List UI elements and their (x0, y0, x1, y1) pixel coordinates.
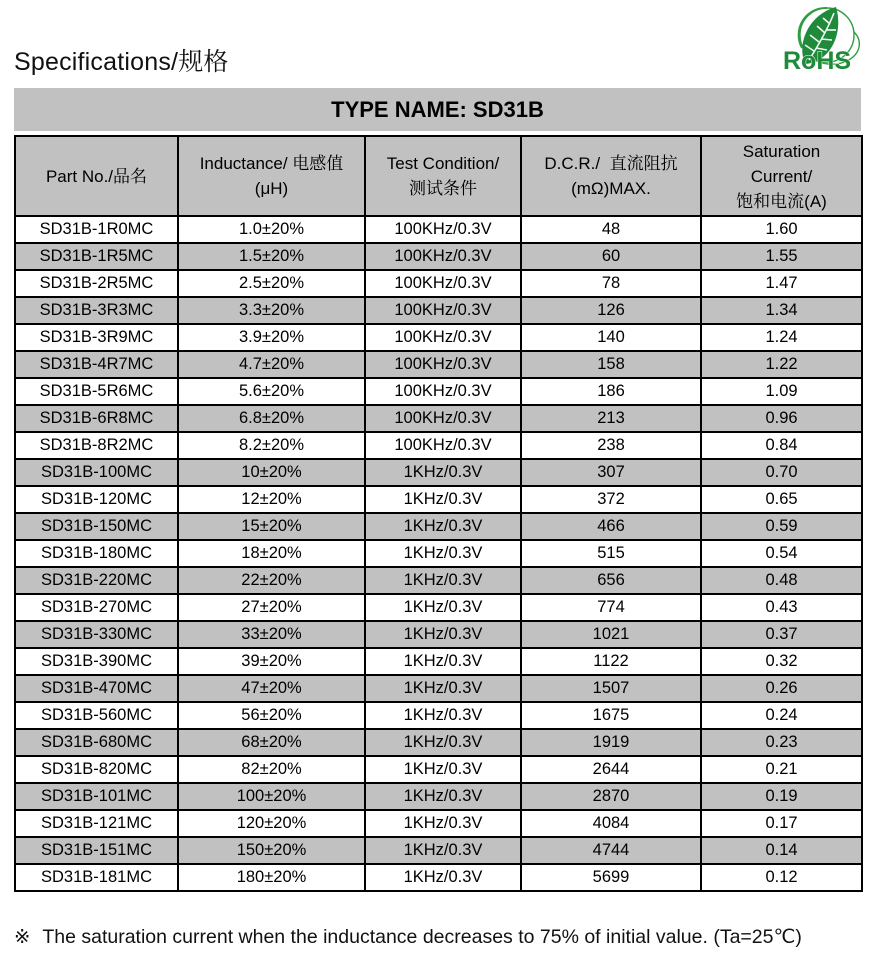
table-cell: 213 (521, 405, 701, 432)
table-cell: SD31B-3R9MC (15, 324, 178, 351)
table-cell: 1.47 (701, 270, 862, 297)
table-cell: SD31B-181MC (15, 864, 178, 891)
table-cell: 0.32 (701, 648, 862, 675)
table-cell: SD31B-121MC (15, 810, 178, 837)
table-cell: 1021 (521, 621, 701, 648)
table-cell: SD31B-820MC (15, 756, 178, 783)
footnote-mark: ※ (14, 926, 31, 948)
table-cell: 180±20% (178, 864, 365, 891)
table-cell: 68±20% (178, 729, 365, 756)
table-cell: 1919 (521, 729, 701, 756)
table-cell: 0.96 (701, 405, 862, 432)
table-row (15, 378, 862, 405)
table-row (15, 810, 862, 837)
table-cell: 1KHz/0.3V (365, 783, 521, 810)
table-cell: 0.21 (701, 756, 862, 783)
table-cell: 100±20% (178, 783, 365, 810)
spec-table (14, 135, 863, 892)
col-header-test-condition: Test Condition/ 测试条件 (365, 136, 521, 216)
table-row (15, 351, 862, 378)
table-cell: SD31B-1R5MC (15, 243, 178, 270)
type-name-banner: TYPE NAME: SD31B (14, 88, 861, 131)
table-cell: 774 (521, 594, 701, 621)
table-cell: 78 (521, 270, 701, 297)
table-cell: 5699 (521, 864, 701, 891)
table-cell: 1KHz/0.3V (365, 540, 521, 567)
table-cell: SD31B-101MC (15, 783, 178, 810)
table-cell: 307 (521, 459, 701, 486)
table-cell: 1.22 (701, 351, 862, 378)
table-cell: 2644 (521, 756, 701, 783)
rohs-label: RoHS (783, 47, 852, 74)
table-cell: SD31B-560MC (15, 702, 178, 729)
table-cell: 1.0±20% (178, 216, 365, 243)
table-cell: 1KHz/0.3V (365, 621, 521, 648)
table-cell: SD31B-150MC (15, 513, 178, 540)
table-cell: SD31B-151MC (15, 837, 178, 864)
table-cell: 150±20% (178, 837, 365, 864)
table-cell: 22±20% (178, 567, 365, 594)
table-cell: 1KHz/0.3V (365, 459, 521, 486)
table-row (15, 405, 862, 432)
table-cell: SD31B-4R7MC (15, 351, 178, 378)
table-cell: 1.24 (701, 324, 862, 351)
table-row (15, 648, 862, 675)
table-cell: 1KHz/0.3V (365, 837, 521, 864)
table-cell: 0.19 (701, 783, 862, 810)
table-cell: 1675 (521, 702, 701, 729)
table-cell: 1122 (521, 648, 701, 675)
table-cell: 1KHz/0.3V (365, 513, 521, 540)
table-row (15, 513, 862, 540)
table-row (15, 216, 862, 243)
table-cell: 1507 (521, 675, 701, 702)
table-cell: 100KHz/0.3V (365, 378, 521, 405)
table-cell: SD31B-180MC (15, 540, 178, 567)
table-cell: SD31B-330MC (15, 621, 178, 648)
table-cell: 33±20% (178, 621, 365, 648)
table-cell: SD31B-6R8MC (15, 405, 178, 432)
table-cell: 120±20% (178, 810, 365, 837)
table-cell: 3.9±20% (178, 324, 365, 351)
table-cell: 0.12 (701, 864, 862, 891)
table-cell: 238 (521, 432, 701, 459)
table-row (15, 567, 862, 594)
col-header-saturation-current: Saturation Current/ 饱和电流(A) (701, 136, 862, 216)
table-cell: 1.55 (701, 243, 862, 270)
table-cell: 2870 (521, 783, 701, 810)
table-cell: 0.84 (701, 432, 862, 459)
table-row (15, 621, 862, 648)
table-cell: SD31B-390MC (15, 648, 178, 675)
table-cell: 656 (521, 567, 701, 594)
table-cell: 1KHz/0.3V (365, 648, 521, 675)
table-cell: SD31B-680MC (15, 729, 178, 756)
table-cell: 0.14 (701, 837, 862, 864)
table-cell: 1.60 (701, 216, 862, 243)
table-row (15, 243, 862, 270)
col-header-dcr: D.C.R./ 直流阻抗 (mΩ)MAX. (521, 136, 701, 216)
table-row (15, 432, 862, 459)
table-cell: 0.37 (701, 621, 862, 648)
table-cell: 100KHz/0.3V (365, 216, 521, 243)
table-cell: 100KHz/0.3V (365, 432, 521, 459)
table-cell: 15±20% (178, 513, 365, 540)
table-cell: 10±20% (178, 459, 365, 486)
table-cell: 100KHz/0.3V (365, 324, 521, 351)
page-title: Specifications/规格 (14, 48, 229, 76)
table-cell: 48 (521, 216, 701, 243)
table-row (15, 486, 862, 513)
table-cell: 100KHz/0.3V (365, 270, 521, 297)
table-cell: 47±20% (178, 675, 365, 702)
table-cell: 100KHz/0.3V (365, 405, 521, 432)
table-row (15, 675, 862, 702)
table-cell: SD31B-1R0MC (15, 216, 178, 243)
saturation-footnote (14, 925, 802, 949)
footnote-text: The saturation current when the inductance decreases to 75% of initial value. (Ta=25℃) (42, 926, 802, 948)
table-cell: 6.8±20% (178, 405, 365, 432)
table-cell: 27±20% (178, 594, 365, 621)
table-row (15, 864, 862, 891)
table-cell: SD31B-470MC (15, 675, 178, 702)
table-cell: 1KHz/0.3V (365, 567, 521, 594)
spec-table-header (15, 136, 862, 216)
table-cell: 126 (521, 297, 701, 324)
table-row (15, 459, 862, 486)
table-row (15, 729, 862, 756)
table-cell: SD31B-2R5MC (15, 270, 178, 297)
table-cell: 0.43 (701, 594, 862, 621)
table-cell: 0.54 (701, 540, 862, 567)
table-cell: 466 (521, 513, 701, 540)
table-cell: 0.26 (701, 675, 862, 702)
table-row (15, 756, 862, 783)
table-cell: SD31B-270MC (15, 594, 178, 621)
table-cell: 56±20% (178, 702, 365, 729)
table-cell: 4744 (521, 837, 701, 864)
table-row (15, 783, 862, 810)
table-cell: 12±20% (178, 486, 365, 513)
table-cell: 1KHz/0.3V (365, 702, 521, 729)
table-cell: 0.23 (701, 729, 862, 756)
table-cell: 0.17 (701, 810, 862, 837)
col-header-inductance: Inductance/ 电感值 (μH) (178, 136, 365, 216)
table-cell: 18±20% (178, 540, 365, 567)
table-cell: SD31B-100MC (15, 459, 178, 486)
table-cell: 100KHz/0.3V (365, 351, 521, 378)
table-cell: 60 (521, 243, 701, 270)
table-cell: 4.7±20% (178, 351, 365, 378)
table-cell: SD31B-3R3MC (15, 297, 178, 324)
table-cell: 1KHz/0.3V (365, 675, 521, 702)
table-cell: 1KHz/0.3V (365, 729, 521, 756)
table-cell: 82±20% (178, 756, 365, 783)
table-cell: 2.5±20% (178, 270, 365, 297)
table-row (15, 270, 862, 297)
table-cell: 1.5±20% (178, 243, 365, 270)
table-row (15, 297, 862, 324)
table-row (15, 702, 862, 729)
table-cell: 140 (521, 324, 701, 351)
table-cell: 1.09 (701, 378, 862, 405)
col-header-part-no: Part No./品名 (15, 136, 178, 216)
table-cell: SD31B-120MC (15, 486, 178, 513)
table-cell: 3.3±20% (178, 297, 365, 324)
table-cell: 515 (521, 540, 701, 567)
table-row (15, 324, 862, 351)
table-cell: 1KHz/0.3V (365, 810, 521, 837)
table-cell: 39±20% (178, 648, 365, 675)
table-cell: 1.34 (701, 297, 862, 324)
table-row (15, 540, 862, 567)
table-cell: 0.59 (701, 513, 862, 540)
table-cell: SD31B-8R2MC (15, 432, 178, 459)
table-cell: 0.48 (701, 567, 862, 594)
table-cell: 1KHz/0.3V (365, 756, 521, 783)
table-cell: 0.65 (701, 486, 862, 513)
table-cell: 0.24 (701, 702, 862, 729)
table-cell: 1KHz/0.3V (365, 486, 521, 513)
table-cell: 4084 (521, 810, 701, 837)
table-row (15, 594, 862, 621)
spec-table-body (15, 216, 862, 891)
table-cell: 1KHz/0.3V (365, 594, 521, 621)
table-cell: 372 (521, 486, 701, 513)
table-cell: 100KHz/0.3V (365, 243, 521, 270)
table-cell: 8.2±20% (178, 432, 365, 459)
table-row (15, 837, 862, 864)
table-cell: 158 (521, 351, 701, 378)
table-cell: SD31B-220MC (15, 567, 178, 594)
table-cell: 0.70 (701, 459, 862, 486)
rohs-logo-icon (780, 4, 870, 74)
table-cell: SD31B-5R6MC (15, 378, 178, 405)
table-cell: 1KHz/0.3V (365, 864, 521, 891)
table-cell: 100KHz/0.3V (365, 297, 521, 324)
table-cell: 5.6±20% (178, 378, 365, 405)
table-cell: 186 (521, 378, 701, 405)
spec-table-section (14, 88, 861, 892)
